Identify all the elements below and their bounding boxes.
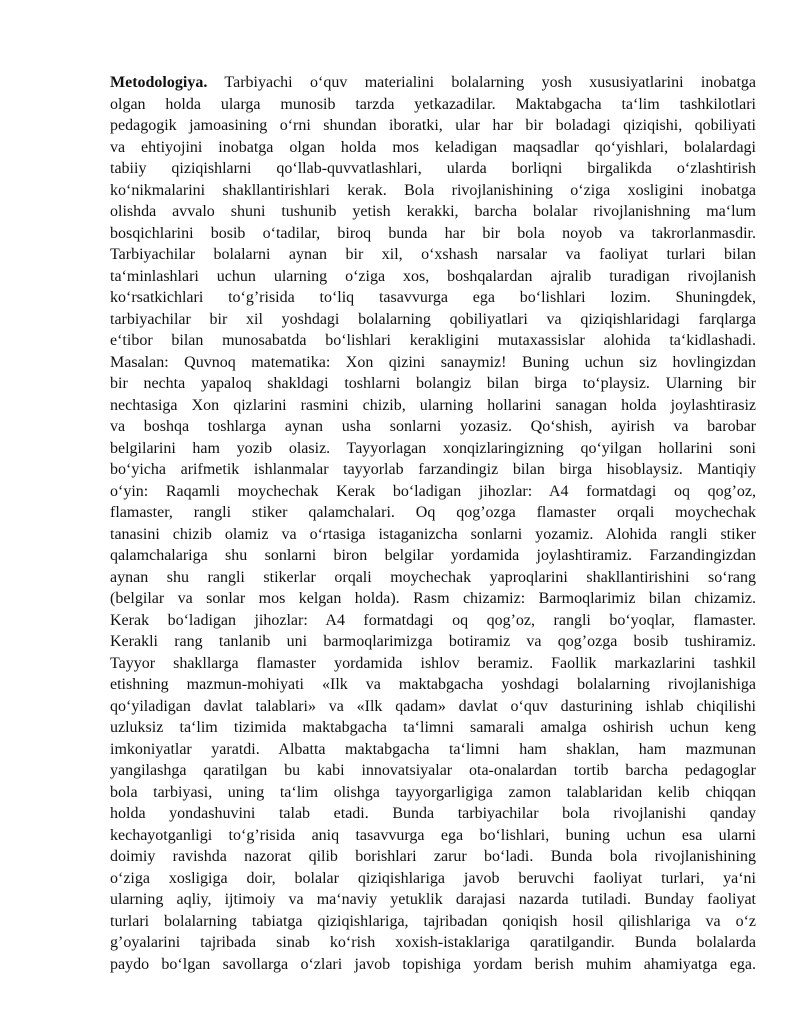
text-line: doimiy ravishda nazorat qilib borishlari zarur bo‘ladi. Bunda bola rivojlanishining: [110, 848, 756, 865]
text-line: qo‘yiladigan davlat talablari» va «Ilk qadam» davlat o‘quv dasturining ishlab chiqilishi: [110, 697, 756, 715]
text-line: bo‘yicha arifmetik ishlanmalar tayyorlab farzandingiz bilan birga hisoblaysiz. Mantiqiy: [110, 461, 756, 478]
text-line: tarbiyachilar bir xil yoshdagi bolalarning qobiliyatlari va qiziqishlaridagi farqlarga: [110, 310, 756, 328]
text-line: (belgilar va sonlar mos kelgan holda). Rasm chizamiz: Barmoqlarimiz bilan chizamiz.: [110, 590, 756, 607]
text-line: Masalan: Quvnoq matematika: Xon qizini sanaymiz! Buning uchun siz hovlingizdan: [110, 353, 756, 371]
text-line: o‘yin: Raqamli moychechak Kerak bo‘ladigan jihozlar: A4 formatdagi oq qog’oz,: [110, 482, 756, 500]
text-line: Kerak bo‘ladigan jihozlar: A4 formatdagi oq qog’oz, rangli bo‘yoqlar, flamaster.: [110, 611, 756, 629]
text-line: g’oyalarini tajribada sinab ko‘rish xoxish-istaklariga qaratilgandir. Bunda bolalarda: [110, 934, 756, 951]
text-line: yangilashga qaratilgan bu kabi innovatsiyalar ota-onalardan tortib barcha pedagoglar: [110, 762, 756, 779]
text-line: etishning mazmun-mohiyati «Ilk va maktabgacha yoshdagi bolalarning rivojlanishiga: [110, 676, 756, 693]
text-line: o‘ziga xosligiga doir, bolalar qiziqishlariga javob beruvchi faoliyat turlari, ya‘ni: [110, 869, 756, 887]
text-line: pedagogik jamoasining o‘rni shundan iboratki, ular har bir boladagi qiziqishi, qobiliyati: [110, 117, 756, 134]
text-line: ko‘nikmalarini shakllantirishlari kerak. Bola rivojlanishining o‘ziga xosligini inobatga: [110, 181, 756, 199]
text-line: ko‘rsatkichlari to‘g’risida to‘liq tasavvurga ega bo‘lishlari lozim. Shuningdek,: [110, 289, 756, 306]
text-line: Tayyor shakllarga flamaster yordamida ishlov beramiz. Faollik markazlarini tashkil: [110, 654, 756, 672]
text-line: tabiiy qiziqishlarni qo‘llab-quvvatlashlari, ularda borliqni birgalikda o‘zlashtirish: [110, 160, 756, 177]
text-line: bola tarbiyasi, uning ta‘lim olishga tayyorgarligiga zamon talablaridan kelib chiqqan: [110, 783, 756, 801]
text-line: Kerakli rang tanlanib uni barmoqlarimizga botiramiz va qog’ozga bosib tushiramiz.: [110, 633, 756, 650]
section-heading: Metodologiya.: [110, 74, 208, 91]
text-line: bosqichlarini bosib o‘tadilar, biroq bunda har bir bola noyob va takrorlanmasdir.: [110, 224, 756, 242]
text-line: ta‘minlashlari uchun ularning o‘ziga xos, boshqalardan ajralib turadigan rivojlanish: [110, 267, 756, 285]
text-line: [110, 72, 756, 94]
methodology-paragraph: [110, 72, 756, 975]
text-line: olishda avvalo shuni tushunib yetish kerakki, barcha bolalar rivojlanishning ma‘lum: [110, 203, 756, 220]
text-line: kechayotganligi to‘g’risida aniq tasavvurga ega bo‘lishlari, buning uchun esa ularni: [110, 826, 756, 844]
text-line: turlari bolalarning tabiatga qiziqishlariga, tajribadan qoniqish hosil qilishlariga va o‘z: [110, 912, 756, 930]
document-page: [110, 72, 756, 975]
text-line: uzluksiz ta‘lim tizimida maktabgacha ta‘limni samarali amalga oshirish uchun keng: [110, 719, 756, 736]
text-line: ularning aqliy, ijtimoiy va ma‘naviy yetuklik darajasi nazarda tutiladi. Bunday faoliyat: [110, 891, 756, 908]
line-text: Tarbiyachi o‘quv materialini bolalarning yosh xususiyatlarini inobatga: [207, 74, 756, 91]
text-line: flamaster, rangli stiker qalamchalari. Oq qog’ozga flamaster orqali moychechak: [110, 504, 756, 521]
text-line: nechtasiga Xon qizlarini rasmini chizib, ularning hollarini sanagan holda joylashtirasiz: [110, 396, 756, 414]
text-line: aynan shu rangli stikerlar orqali moychechak yaproqlarini shakllantirishini so‘rang: [110, 568, 756, 586]
text-line: holda yondashuvini talab etadi. Bunda tarbiyachilar bola rivojlanishi qanday: [110, 805, 756, 822]
text-line: Tarbiyachilar bolalarni aynan bir xil, o‘xshash narsalar va faoliyat turlari bilan: [110, 246, 756, 263]
text-line: e‘tibor bilan munosabatda bo‘lishlari kerakligini mutaxassislar alohida ta‘kidlashadi.: [110, 332, 756, 349]
text-line: paydo bo‘lgan savollarga o‘zlari javob topishiga yordam berish muhim ahamiyatga ega.: [110, 955, 756, 973]
text-line: imkoniyatlar yaratdi. Albatta maktabgacha ta‘limni ham shaklan, ham mazmunan: [110, 740, 756, 758]
text-line: va boshqa toshlarga aynan usha sonlarni yozasiz. Qo‘shish, ayirish va barobar: [110, 418, 756, 435]
text-line: tanasini chizib olamiz va o‘rtasiga istaganizcha sonlarni yozamiz. Alohida rangli stiker: [110, 525, 756, 543]
text-line: qalamchalariga shu sonlarni biron belgilar yordamida joylashtiramiz. Farzandingizdan: [110, 547, 756, 564]
text-line: bir nechta yapaloq shakldagi toshlarni bolangiz bilan birga to‘playsiz. Ularning bir: [110, 375, 756, 392]
text-line: olgan holda ularga munosib tarzda yetkazadilar. Maktabgacha ta‘lim tashkilotlari: [110, 95, 756, 113]
text-line: belgilarini ham yozib olasiz. Tayyorlagan xonqizlaringizning qo‘yilgan hollarini soni: [110, 439, 756, 457]
text-line: va ehtiyojini inobatga olgan holda mos keladigan maqsadlar qo‘yishlari, bolalardagi: [110, 138, 756, 156]
